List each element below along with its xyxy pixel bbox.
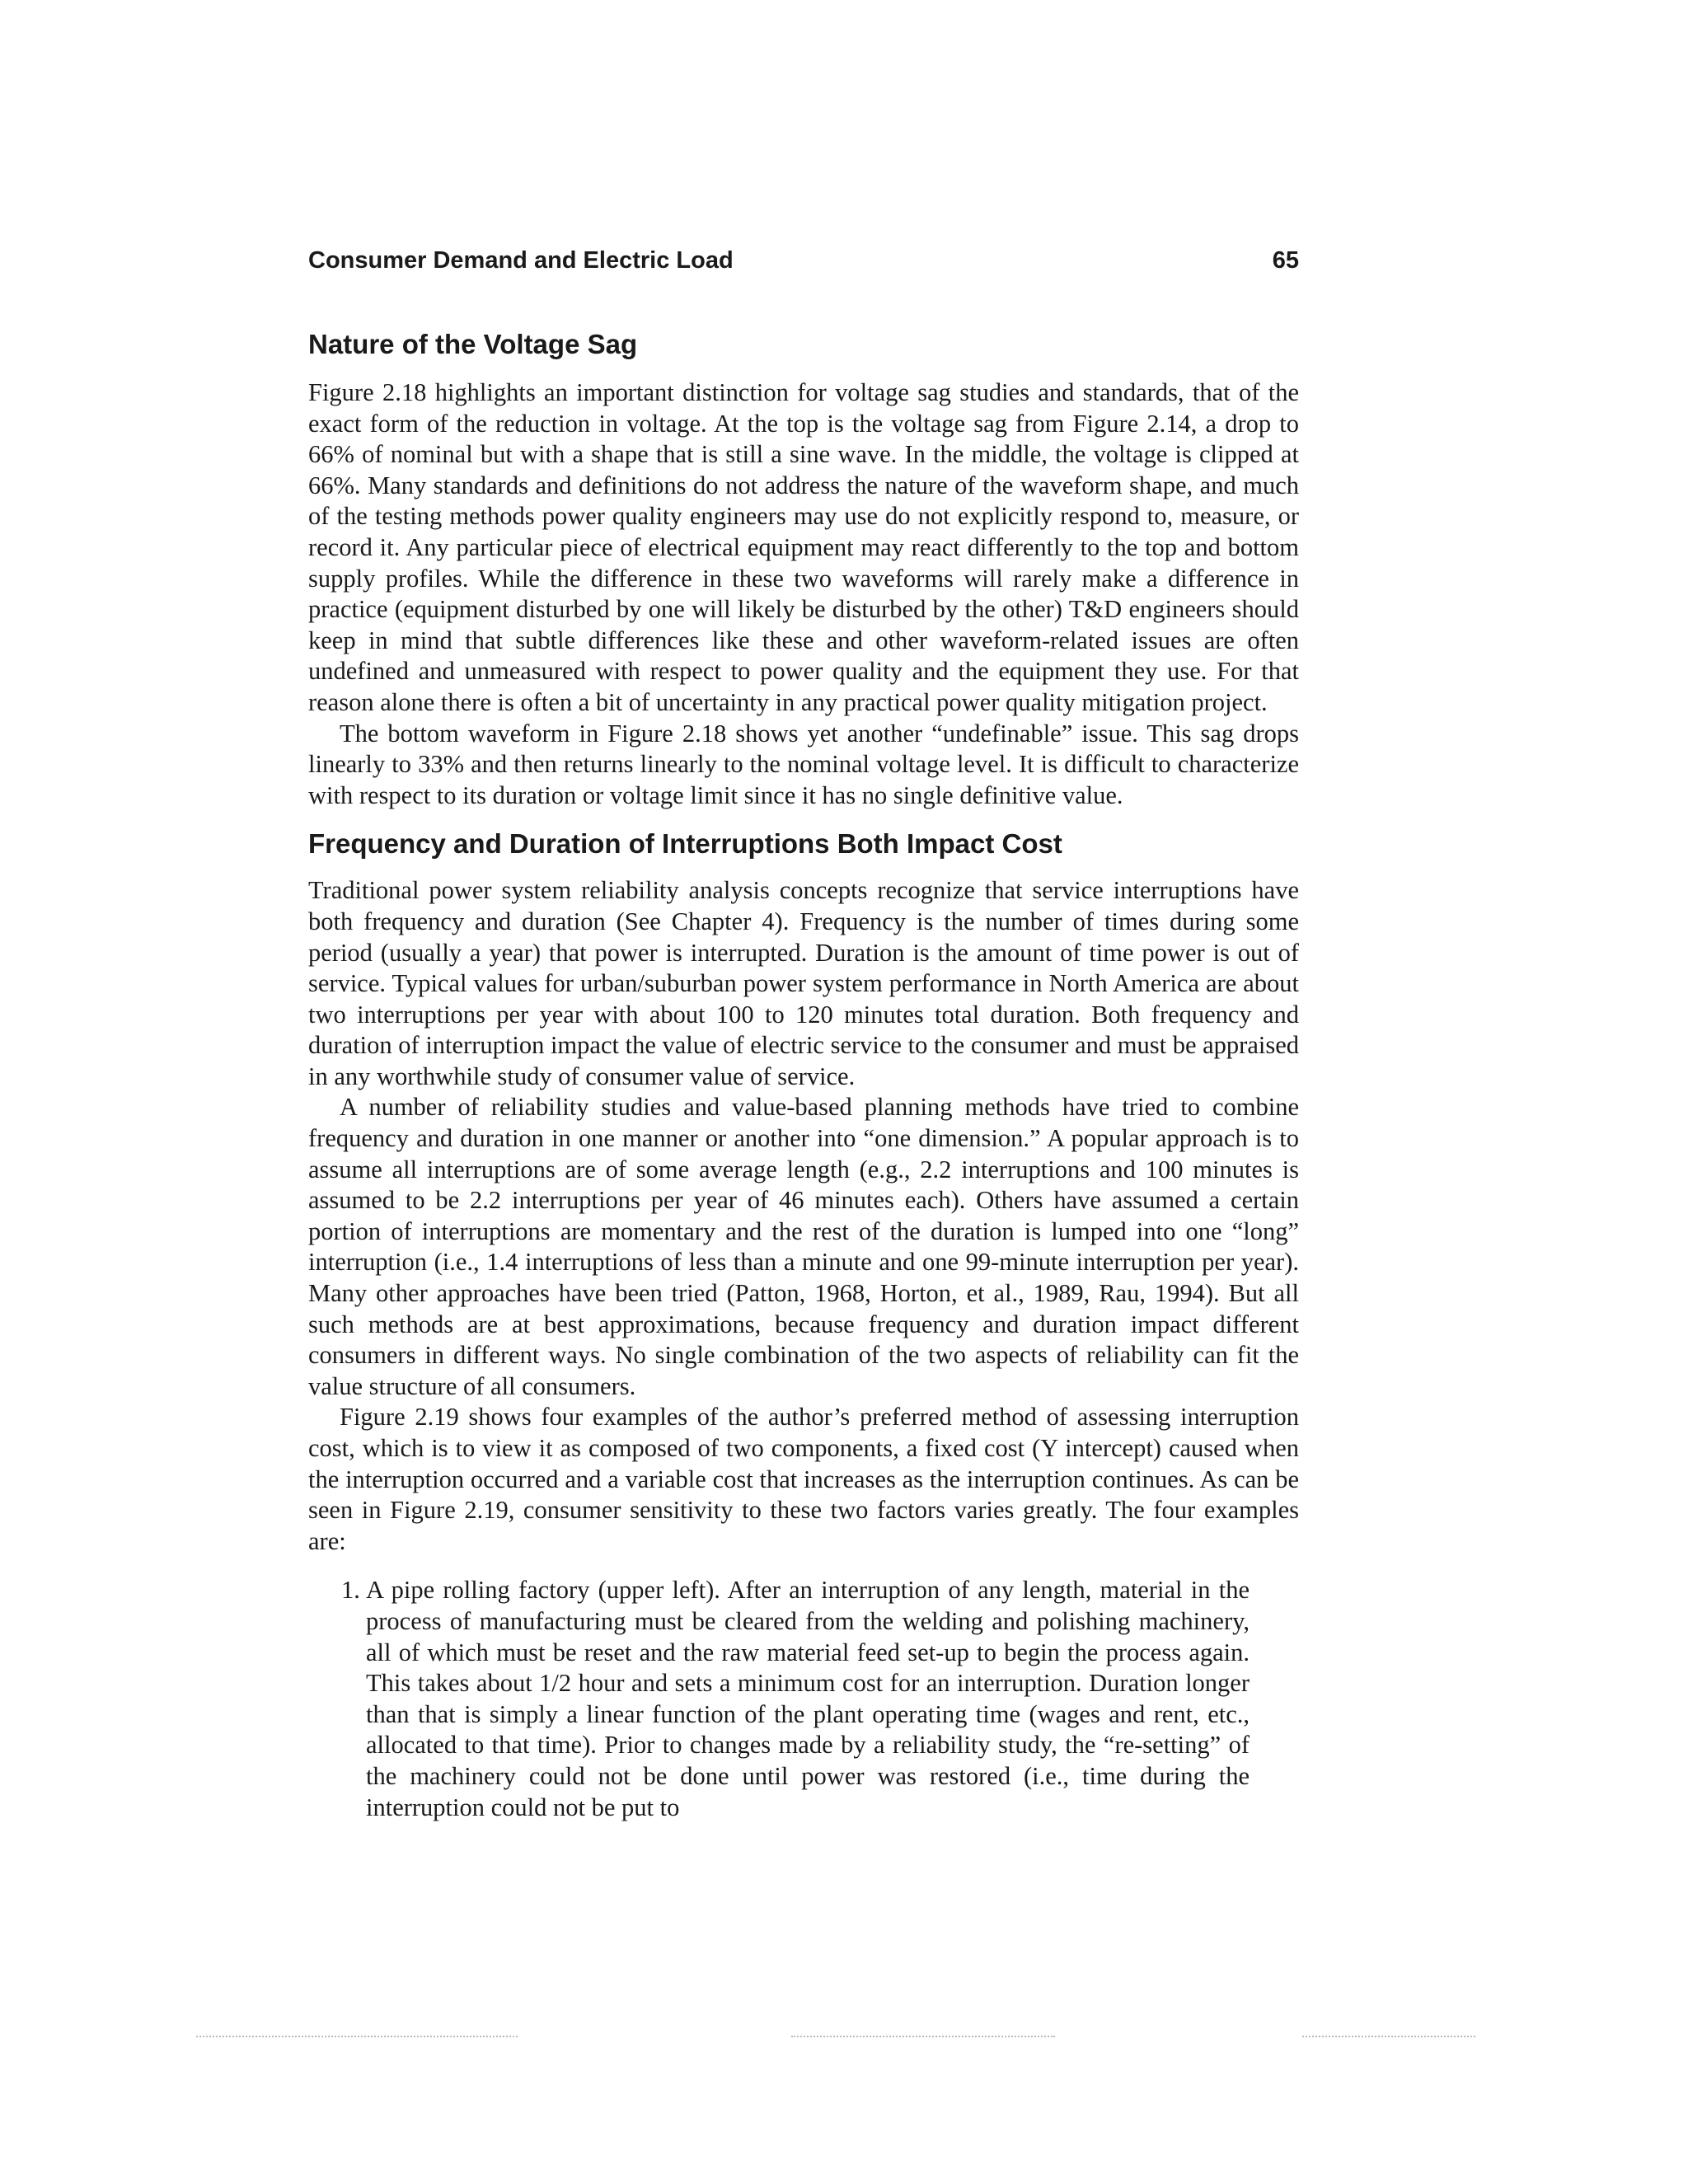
running-header: [308, 247, 1299, 280]
body-paragraph: Traditional power system reliability analysis concepts recognize that service interruptions have both frequency and duration (See Chapter 4). Frequency is the number of times during some period (usually a year) that power is interrupted. Duration is the amount of time power is out of service. Typical values for urban/suburban power system performance in North America are about two interruptions per year with about 100 to 120 minutes total duration. Both frequency and duration of interruption impact the value of electric service to the consumer and must be appraised in any worthwhile study of consumer value of service.: [308, 876, 1299, 1090]
list-item: [308, 1575, 1299, 1823]
body-paragraph: A number of reliability studies and value-based planning methods have tried to combine frequency and duration in one manner or another into “one dimension.” A popular approach is to assume all interruptions are of some average length (e.g., 2.2 interruptions and 100 minutes is assumed to be 2.2 interruptions per year of 46 minutes each). Others have assumed a certain portion of interruptions are momentary and the rest of the duration is lumped into one “long” interruption (i.e., 1.4 interruptions of less than a minute and one 99-minute interruption per year). Many other approaches have been tried (Patton, 1968, Horton, et al., 1989, Rau, 1994). But all such methods are at best approximations, because frequency and duration impact different consumers in different ways. No single combination of the two aspects of reliability can fit the value structure of all consumers.: [308, 1093, 1299, 1400]
scan-artifact-line: [1302, 2036, 1475, 2037]
page-number: 65: [1272, 247, 1299, 274]
section-heading-interruptions: Frequency and Duration of Interruptions Both Impact Cost: [308, 828, 1062, 860]
examples-list: [308, 1575, 1299, 1823]
body-paragraph: Figure 2.18 highlights an important distinction for voltage sag studies and standards, that of the exact form of the reduction in voltage. At the top is the voltage sag from Figure 2.14, a drop to 66% of nominal but with a shape that is still a sine wave. In the middle, the voltage is clipped at 66%. Many standards and definitions do not address the nature of the waveform shape, and much of the testing methods power quality engineers may use do not explicitly respond to, measure, or record it. Any particular piece of electrical equipment may react differently to the top and bottom supply profiles. While the difference in these two waveforms will rarely make a difference in practice (equipment disturbed by one will likely be disturbed by the other) T&D engineers should keep in mind that subtle differences like these and other waveform-related issues are often undefined and unmeasured with respect to power quality and the equipment they use. For that reason alone there is often a bit of uncertainty in any practical power quality mitigation project.: [308, 378, 1299, 716]
list-item-text: A pipe rolling factory (upper left). After an interruption of any length, material in the process of manufacturing must be cleared from the welding and polishing machinery, all of which must be reset and the raw material feed set-up to begin the process again. This takes about 1/2 hour and sets a minimum cost for an interruption. Duration longer than that is simply a linear function of the plant operating time (wages and rent, etc., allocated to that time). Prior to changes made by a reliability study, the “re-setting” of the machinery could not be done until power was restored (i.e., time during the interruption could not be put to: [366, 1576, 1250, 1821]
body-paragraph: The bottom waveform in Figure 2.18 shows yet another “undefinable” issue. This sag drops linearly to 33% and then returns linearly to the nominal voltage level. It is difficult to characterize with respect to its duration or voltage limit since it has no single definitive value.: [308, 719, 1299, 809]
section-heading-voltage-sag: Nature of the Voltage Sag: [308, 329, 638, 359]
chapter-title: Consumer Demand and Electric Load: [308, 247, 734, 274]
book-page: [308, 247, 1299, 1823]
scan-artifact-line: [196, 2036, 518, 2037]
list-item-number: 1.: [341, 1576, 360, 1605]
body-paragraph: Figure 2.19 shows four examples of the author’s preferred method of assessing interruption cost, which is to view it as composed of two components, a fixed cost (Y intercept) caused when the interruption occurred and a variable cost that increases as the interruption continues. As can be seen in Figure 2.19, consumer sensitivity to these two factors varies greatly. The four examples are:: [308, 1403, 1299, 1555]
scan-artifact-line: [791, 2036, 1055, 2037]
